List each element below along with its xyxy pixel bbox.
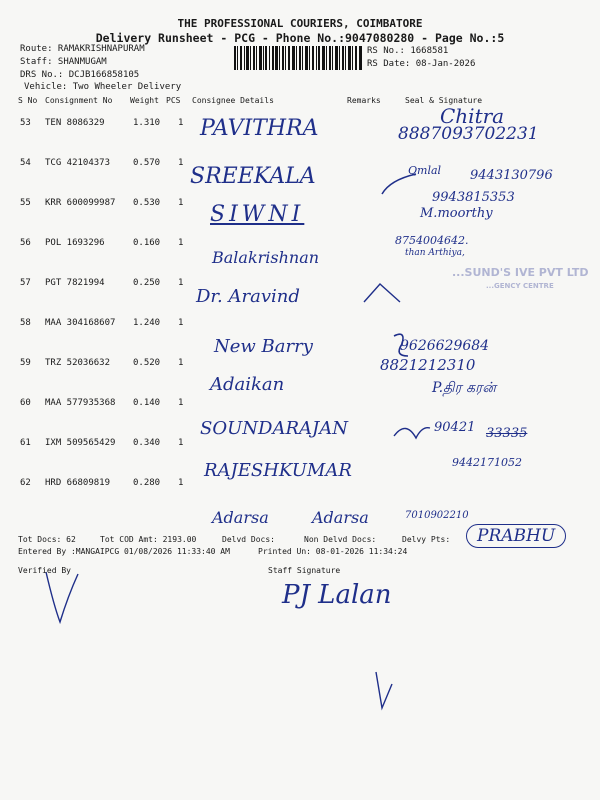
row-pcs: 1	[178, 198, 184, 208]
row-note-1: Adarsa	[312, 508, 369, 527]
row-sno: 62	[20, 478, 31, 488]
col-consignment: Consignment No	[45, 96, 113, 105]
row-pcs: 1	[178, 478, 184, 488]
row-consignment: MAA 304168607	[45, 318, 116, 328]
row-consignee: Dr. Aravind	[196, 286, 300, 307]
delvd-docs: Delvd Docs:	[222, 535, 275, 544]
signature-mark	[392, 418, 432, 448]
col-sno: S No	[18, 96, 38, 105]
row-note-1: 9626629684	[400, 338, 490, 354]
table-row	[0, 344, 600, 396]
row-sno: 57	[20, 278, 31, 288]
row-pcs: 1	[178, 438, 184, 448]
entered-by: Entered By :MANGAIPCG 01/08/2026 11:33:40 AM	[18, 547, 230, 556]
row-pcs: 1	[178, 158, 184, 168]
route-field: Route: RAMAKRISHNAPURAM	[20, 44, 145, 54]
row-note-2: 33335	[486, 426, 528, 441]
row-sno: 53	[20, 118, 31, 128]
row-weight: 0.340	[133, 438, 161, 448]
rs-number: RS No.: 1668581	[367, 46, 449, 56]
row-note-2: 8887093702231	[398, 124, 539, 144]
table-row	[0, 104, 600, 144]
tot-docs: Tot Docs: 62	[18, 535, 76, 544]
company-stamp-sub: ...GENCY CENTRE	[486, 282, 554, 290]
table-row	[0, 224, 600, 267]
row-note-2: 7010902210	[405, 510, 469, 521]
row-pcs: 1	[178, 278, 184, 288]
row-sno: 55	[20, 198, 31, 208]
row-weight: 1.310	[133, 118, 161, 128]
row-pcs: 1	[178, 358, 184, 368]
col-seal: Seal & Signature	[405, 96, 483, 105]
row-note-1: 8821212310	[380, 356, 476, 374]
row-weight: 0.280	[133, 478, 161, 488]
col-remarks: Remarks	[347, 96, 381, 105]
row-consignment: KRR 600099987	[45, 198, 116, 208]
row-consignee: SIWNI	[210, 202, 305, 227]
row-consignment: TRZ 52036632	[45, 358, 111, 368]
col-consignee: Consignee Details	[192, 96, 274, 105]
non-delvd-docs: Non Delvd Docs:	[304, 535, 377, 544]
row-note-2: than Arthiya,	[405, 248, 465, 258]
row-consignment: POL 1693296	[45, 238, 105, 248]
row-consignee: SREEKALA	[190, 164, 316, 189]
row-weight: 0.520	[133, 358, 161, 368]
staff-signature-label: Staff Signature	[268, 566, 341, 575]
tot-cod-amt: Tot COD Amt: 2193.00	[100, 535, 197, 544]
row-note-2: P.திர கரன்	[432, 380, 496, 396]
row-note-1: Chitra	[440, 104, 505, 128]
signature-mark	[360, 280, 420, 306]
verified-signature	[42, 566, 82, 626]
runsheet-title: Delivery Runsheet - PCG - Phone No.:9047080280 - Page No.:5	[95, 31, 505, 45]
row-note-1: Qmlal	[408, 164, 442, 177]
row-note-1: 9943815353	[432, 190, 515, 205]
row-sno: 60	[20, 398, 31, 408]
row-pcs: 1	[178, 118, 184, 128]
row-sno: 56	[20, 238, 31, 248]
company-name: THE PROFESSIONAL COURIERS, COIMBATORE	[177, 17, 423, 30]
row-pcs: 1	[178, 398, 184, 408]
row-sno: 54	[20, 158, 31, 168]
row-weight: 0.140	[133, 398, 161, 408]
staff-signature: PJ Lalan	[282, 580, 392, 610]
delivery-points-handwritten: PRABHU	[466, 524, 566, 548]
row-consignee: RAJESHKUMAR	[204, 460, 352, 481]
company-stamp: ...SUND'S IVE PVT LTD	[452, 266, 589, 279]
table-row	[0, 144, 600, 189]
col-pcs: PCS	[166, 96, 181, 105]
table-row	[0, 464, 600, 527]
verified-by-label: Verified By	[18, 566, 71, 575]
row-consignee: SOUNDARAJAN	[200, 418, 348, 439]
row-sno: 61	[20, 438, 31, 448]
vehicle-field: Vehicle: Two Wheeler Delivery	[24, 82, 182, 92]
row-consignee: Adarsa	[212, 508, 269, 527]
row-note-1: 90421	[434, 420, 476, 435]
table-row	[0, 184, 600, 227]
row-consignment: IXM 509565429	[45, 438, 116, 448]
printed-on: Printed Un: 08-01-2026 11:34:24	[258, 547, 408, 556]
rs-date: RS Date: 08-Jan-2026	[367, 59, 476, 69]
row-note-1: 9442171052	[452, 456, 522, 469]
signature-mark	[390, 330, 412, 360]
row-weight: 0.530	[133, 198, 161, 208]
row-consignee: New Barry	[214, 336, 313, 357]
row-consignee: PAVITHRA	[200, 116, 319, 141]
delvy-pts: Delvy Pts:	[402, 535, 451, 544]
signature-mark	[372, 668, 396, 712]
staff-field: Staff: SHANMUGAM	[20, 57, 107, 67]
row-consignment: TEN 8086329	[45, 118, 105, 128]
row-weight: 0.160	[133, 238, 161, 248]
table-row	[0, 424, 600, 481]
row-pcs: 1	[178, 318, 184, 328]
row-consignment: PGT 7821994	[45, 278, 105, 288]
row-consignment: MAA 577935368	[45, 398, 116, 408]
row-pcs: 1	[178, 238, 184, 248]
signature-tick	[380, 170, 420, 204]
drs-number: DRS No.: DCJB166858105	[20, 70, 140, 80]
table-row	[0, 304, 600, 357]
table-row	[0, 384, 600, 441]
row-note-2: M.moorthy	[420, 206, 493, 221]
row-weight: 1.240	[133, 318, 161, 328]
col-weight: Weight	[130, 96, 159, 105]
row-note-1: 8754004642.	[395, 234, 469, 247]
row-weight: 0.250	[133, 278, 161, 288]
barcode	[234, 46, 362, 70]
row-sno: 58	[20, 318, 31, 328]
row-consignee: Balakrishnan	[212, 248, 320, 267]
row-sno: 59	[20, 358, 31, 368]
row-note-2: 9443130796	[470, 168, 553, 183]
row-consignment: HRD 66809819	[45, 478, 111, 488]
row-consignee: Adaikan	[210, 374, 285, 395]
row-weight: 0.570	[133, 158, 161, 168]
row-consignment: TCG 42104373	[45, 158, 111, 168]
